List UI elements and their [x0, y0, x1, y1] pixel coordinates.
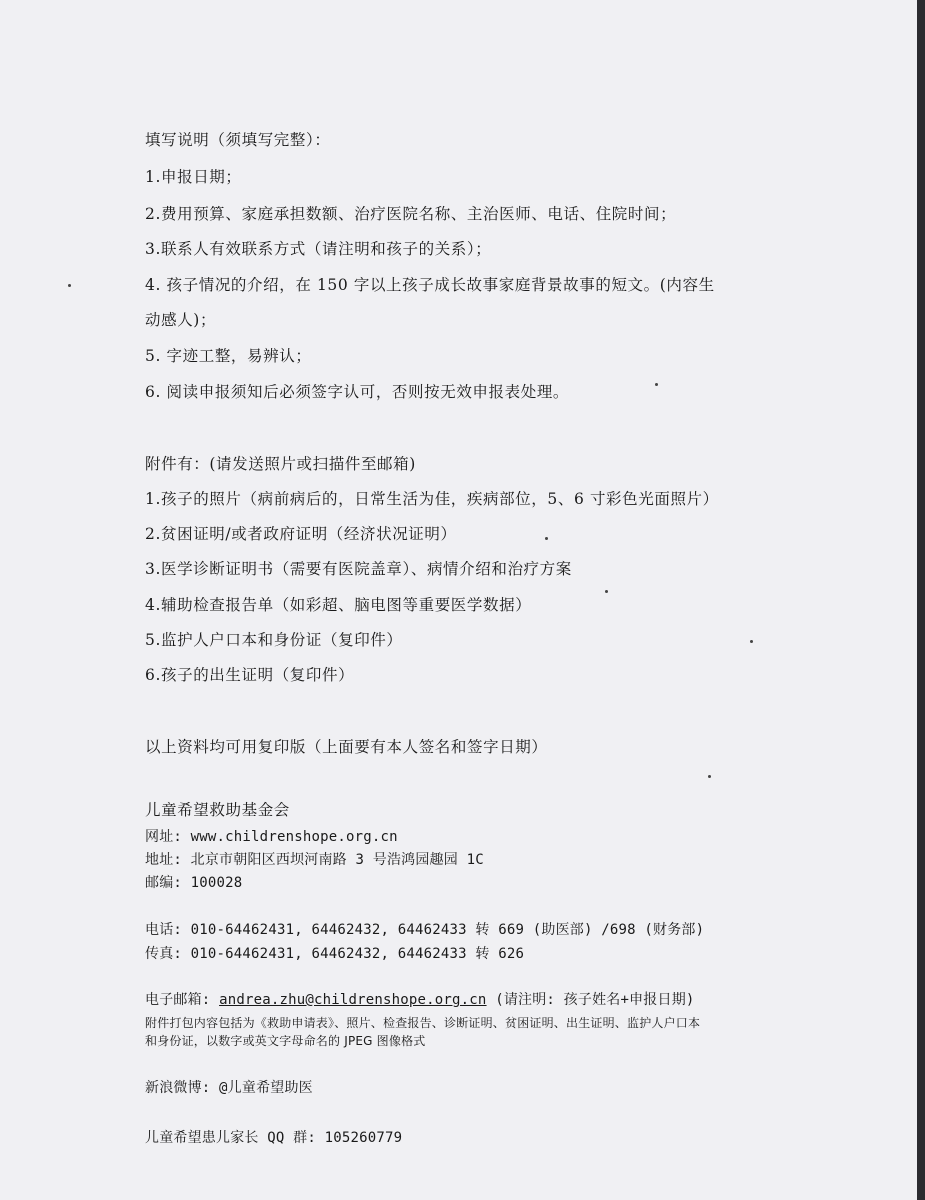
- scan-speck: [605, 590, 608, 593]
- org-name: 儿童希望救助基金会: [145, 801, 290, 819]
- instruction-item-1: 1.申报日期；: [145, 168, 242, 186]
- attachments-note: 以上资料均可用复印版（上面要有本人签名和签字日期）: [145, 738, 548, 756]
- attachment-item-5: 5.监护人户口本和身份证（复印件）: [145, 631, 403, 649]
- postcode-line: 邮编: 100028: [145, 875, 243, 891]
- scan-speck: [545, 537, 548, 540]
- weibo-line: 新浪微博: @儿童希望助医: [145, 1080, 313, 1096]
- instruction-item-3: 3.联系人有效联系方式（请注明和孩子的关系）；: [145, 240, 492, 258]
- scan-speck: [750, 640, 753, 643]
- attachment-item-6: 6.孩子的出生证明（复印件）: [145, 666, 355, 684]
- email-line: [145, 989, 695, 1009]
- attachment-item-3: 3.医学诊断证明书（需要有医院盖章）、病情介绍和治疗方案: [145, 560, 572, 578]
- attachment-item-4: 4.辅助检查报告单（如彩超、脑电图等重要医学数据）: [145, 596, 532, 614]
- email-note-line-2: 和身份证，以数字或英文字母命名的 JPEG 图像格式: [145, 1034, 426, 1048]
- instruction-item-5: 5. 字迹工整，易辨认；: [145, 347, 312, 365]
- attachments-heading: 附件有：(请发送照片或扫描件至邮箱): [145, 455, 416, 473]
- email-address: andrea.zhu@childrenshope.org.cn: [219, 992, 487, 1008]
- address-line: 地址: 北京市朝阳区西坝河南路 3 号浩鸿园趣园 1C: [145, 852, 484, 868]
- instructions-heading: 填写说明（须填写完整）：: [145, 131, 331, 149]
- email-instruction: (请注明: 孩子姓名+申报日期): [486, 992, 695, 1008]
- attachment-item-1: 1.孩子的照片（病前病后的，日常生活为佳，疾病部位，5、6 寸彩色光面照片）: [145, 490, 719, 508]
- email-note-line-1: 附件打包内容包括为《救助申请表》、照片、检查报告、诊断证明、贫困证明、出生证明、监护人户口本: [145, 1016, 701, 1030]
- email-label: 电子邮箱:: [145, 992, 220, 1008]
- instruction-item-4: 4. 孩子情况的介绍，在 150 字以上孩子成长故事家庭背景故事的短文。(内容生: [145, 276, 715, 294]
- phone-line: 电话: 010-64462431, 64462432, 64462433 转 669 (助医部) /698 (财务部): [145, 922, 705, 938]
- attachment-item-2: 2.贫困证明/或者政府证明（经济状况证明）: [145, 525, 457, 543]
- instruction-item-6: 6. 阅读申报须知后必须签字认可，否则按无效申报表处理。: [145, 383, 570, 401]
- instruction-item-4-cont: 动感人)；: [145, 311, 217, 329]
- scan-speck: [708, 775, 711, 778]
- fax-line: 传真: 010-64462431, 64462432, 64462433 转 626: [145, 946, 525, 962]
- scan-speck: [655, 383, 658, 386]
- qq-group-line: 儿童希望患儿家长 QQ 群: 105260779: [145, 1130, 403, 1146]
- scan-speck: [68, 284, 71, 287]
- website-line: 网址: www.childrenshope.org.cn: [145, 829, 398, 845]
- instruction-item-2: 2.费用预算、家庭承担数额、治疗医院名称、主治医师、电话、住院时间；: [145, 205, 677, 223]
